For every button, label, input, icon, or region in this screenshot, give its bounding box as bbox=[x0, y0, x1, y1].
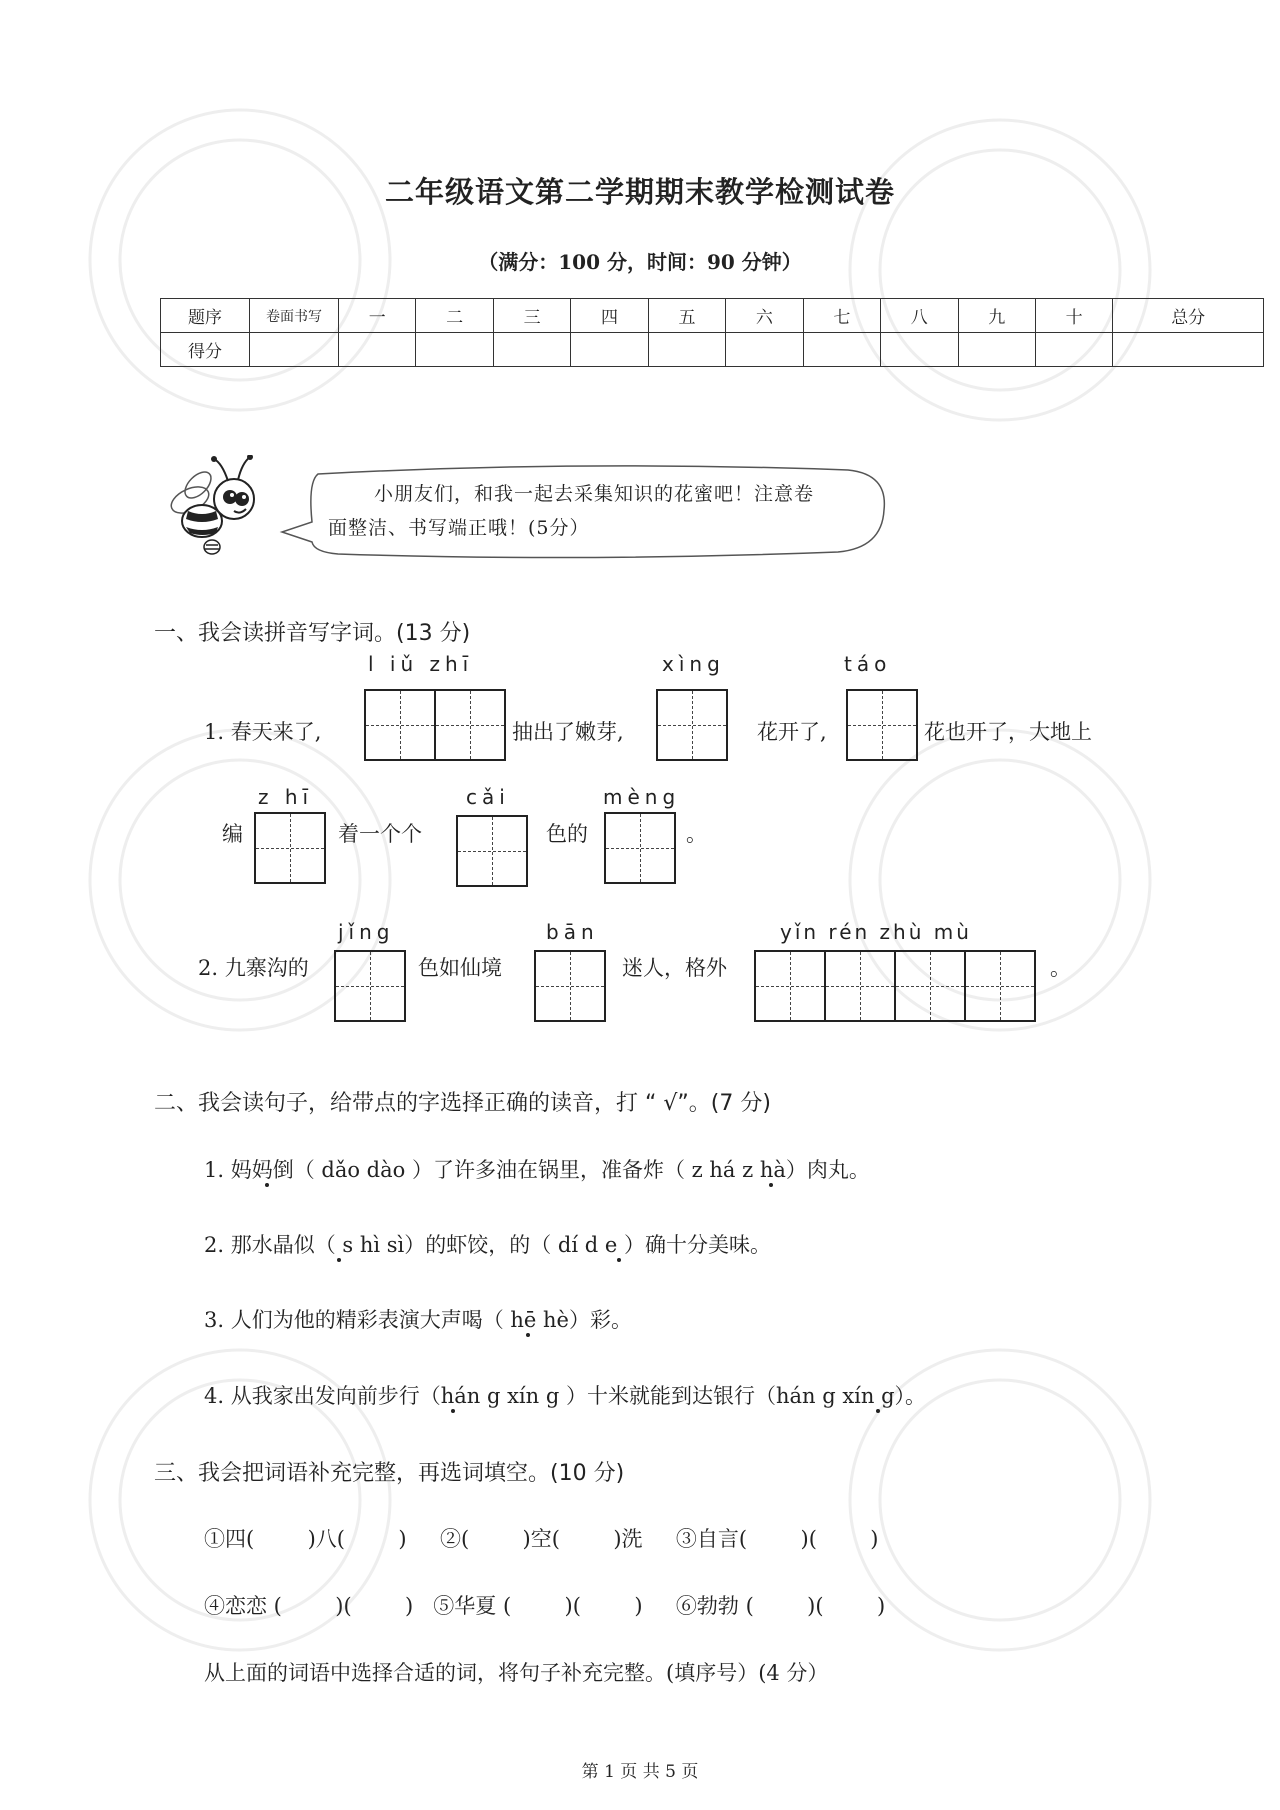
score-input-cell[interactable] bbox=[803, 333, 880, 367]
question-text: 色如仙境 bbox=[418, 956, 502, 980]
writing-cell[interactable] bbox=[434, 689, 506, 761]
score-table-header-row bbox=[161, 299, 1264, 333]
score-cell: 九 bbox=[958, 299, 1035, 333]
question-text: 迷人，格外 bbox=[622, 956, 727, 980]
pinyin: mèng bbox=[603, 785, 681, 809]
list-item: 1. 妈妈倒（ dǎo dào ）了许多油在锅里，准备炸（ z há z hà）肉丸。 bbox=[204, 1158, 870, 1182]
question-text: 编 bbox=[222, 822, 243, 846]
score-input-cell[interactable] bbox=[1035, 333, 1112, 367]
writing-cell[interactable] bbox=[364, 689, 436, 761]
score-cell: 八 bbox=[881, 299, 958, 333]
score-cell: 五 bbox=[648, 299, 725, 333]
question-text: 1. 春天来了, bbox=[204, 720, 322, 744]
writing-cell[interactable] bbox=[604, 812, 676, 884]
score-table-score-row bbox=[161, 333, 1264, 367]
list-item: 4. 从我家出发向前步行（hán g xín g ）十米就能到达银行（hán g xín g）。 bbox=[204, 1384, 927, 1408]
writing-cell[interactable] bbox=[846, 689, 918, 761]
score-input-cell[interactable] bbox=[881, 333, 958, 367]
score-cell: 七 bbox=[803, 299, 880, 333]
section-2-heading: 二、我会读句子，给带点的字选择正确的读音，打 “ √”。(7 分) bbox=[154, 1091, 771, 1116]
instruction-text: 从上面的词语中选择合适的词，将句子补充完整。(填序号）(4 分） bbox=[204, 1661, 829, 1685]
score-cell: 三 bbox=[493, 299, 570, 333]
score-input-cell[interactable] bbox=[493, 333, 570, 367]
question-text: 花开了, bbox=[757, 720, 827, 744]
score-input-cell[interactable] bbox=[958, 333, 1035, 367]
question-text: 。 bbox=[686, 822, 707, 846]
pinyin: jǐng bbox=[338, 920, 395, 944]
writing-grid[interactable] bbox=[254, 812, 326, 884]
score-cell: 十 bbox=[1035, 299, 1112, 333]
score-input-cell[interactable] bbox=[416, 333, 493, 367]
writing-grid[interactable] bbox=[534, 950, 606, 1022]
score-input-cell[interactable] bbox=[726, 333, 803, 367]
section-3-heading: 三、我会把词语补充完整，再选词填空。(10 分) bbox=[154, 1461, 625, 1486]
score-table bbox=[160, 298, 1264, 367]
writing-grid[interactable] bbox=[656, 689, 728, 761]
question-text: 。 bbox=[1050, 956, 1071, 980]
writing-grid[interactable] bbox=[456, 815, 528, 887]
page-footer: 第 1 页 共 5 页 bbox=[581, 1762, 699, 1782]
writing-cell[interactable] bbox=[824, 950, 896, 1022]
score-cell: 卷面书写 bbox=[250, 299, 339, 333]
score-input-cell[interactable] bbox=[1113, 333, 1264, 367]
writing-grid[interactable] bbox=[754, 950, 1036, 1022]
list-item: 3. 人们为他的精彩表演大声喝（ hē hè）彩。 bbox=[204, 1308, 632, 1332]
emphasis-dot bbox=[617, 1258, 621, 1262]
score-cell: 题序 bbox=[161, 299, 250, 333]
writing-cell[interactable] bbox=[656, 689, 728, 761]
pinyin: z hī bbox=[258, 785, 314, 809]
bubble-line-1: 小朋友们，和我一起去采集知识的花蜜吧！注意卷 bbox=[374, 483, 815, 505]
writing-cell[interactable] bbox=[254, 812, 326, 884]
score-cell: 一 bbox=[339, 299, 416, 333]
score-input-cell[interactable] bbox=[571, 333, 648, 367]
pinyin: xìng bbox=[662, 652, 725, 676]
pinyin: cǎi bbox=[466, 785, 510, 809]
page-subtitle: （满分：100 分，时间：90 分钟） bbox=[478, 250, 802, 274]
pinyin: táo bbox=[844, 652, 892, 676]
emphasis-dot bbox=[526, 1333, 530, 1337]
pinyin: bān bbox=[546, 920, 599, 944]
writing-cell[interactable] bbox=[534, 950, 606, 1022]
writing-cell[interactable] bbox=[334, 950, 406, 1022]
score-cell: 总分 bbox=[1113, 299, 1264, 333]
writing-cell[interactable] bbox=[754, 950, 826, 1022]
writing-grid[interactable] bbox=[604, 812, 676, 884]
emphasis-dot bbox=[876, 1409, 880, 1413]
writing-cell[interactable] bbox=[894, 950, 966, 1022]
list-item: 2. 那水晶似（ s hì sì）的虾饺，的（ dí d e ）确十分美味。 bbox=[204, 1233, 771, 1257]
emphasis-dot bbox=[265, 1183, 269, 1187]
section-1-heading: 一、我会读拼音写字词。(13 分) bbox=[154, 621, 471, 646]
writing-cell[interactable] bbox=[964, 950, 1036, 1022]
question-text: 色的 bbox=[546, 822, 588, 846]
question-text: 着一个个 bbox=[338, 822, 422, 846]
page-title: 二年级语文第二学期期末教学检测试卷 bbox=[384, 175, 895, 209]
writing-grid[interactable] bbox=[846, 689, 918, 761]
emphasis-dot bbox=[769, 1183, 773, 1187]
bee-icon bbox=[160, 455, 270, 560]
question-text: 花也开了，大地上 bbox=[924, 720, 1092, 744]
question-text: 抽出了嫩芽, bbox=[512, 720, 624, 744]
fill-blank-row[interactable]: ①四( )八( ) ②( )空( )洗 ③自言( )( ) bbox=[204, 1527, 879, 1551]
writing-grid[interactable] bbox=[334, 950, 406, 1022]
pinyin: l iǔ zhī bbox=[368, 652, 474, 676]
score-input-cell[interactable] bbox=[648, 333, 725, 367]
emphasis-dot bbox=[337, 1258, 341, 1262]
writing-grid[interactable] bbox=[364, 689, 506, 761]
question-text: 2. 九寨沟的 bbox=[198, 956, 309, 980]
writing-cell[interactable] bbox=[456, 815, 528, 887]
emphasis-dot bbox=[451, 1409, 455, 1413]
pinyin: yǐn rén zhù mù bbox=[780, 920, 972, 944]
score-cell: 四 bbox=[571, 299, 648, 333]
score-row-label: 得分 bbox=[161, 333, 250, 367]
score-input-cell[interactable] bbox=[339, 333, 416, 367]
bubble-line-2: 面整洁、书写端正哦！(5分） bbox=[328, 517, 590, 539]
score-input-cell[interactable] bbox=[250, 333, 339, 367]
score-cell: 六 bbox=[726, 299, 803, 333]
score-cell: 二 bbox=[416, 299, 493, 333]
fill-blank-row[interactable]: ④恋恋 ( )( ) ⑤华夏 ( )( ) ⑥勃勃 ( )( ) bbox=[204, 1594, 886, 1618]
